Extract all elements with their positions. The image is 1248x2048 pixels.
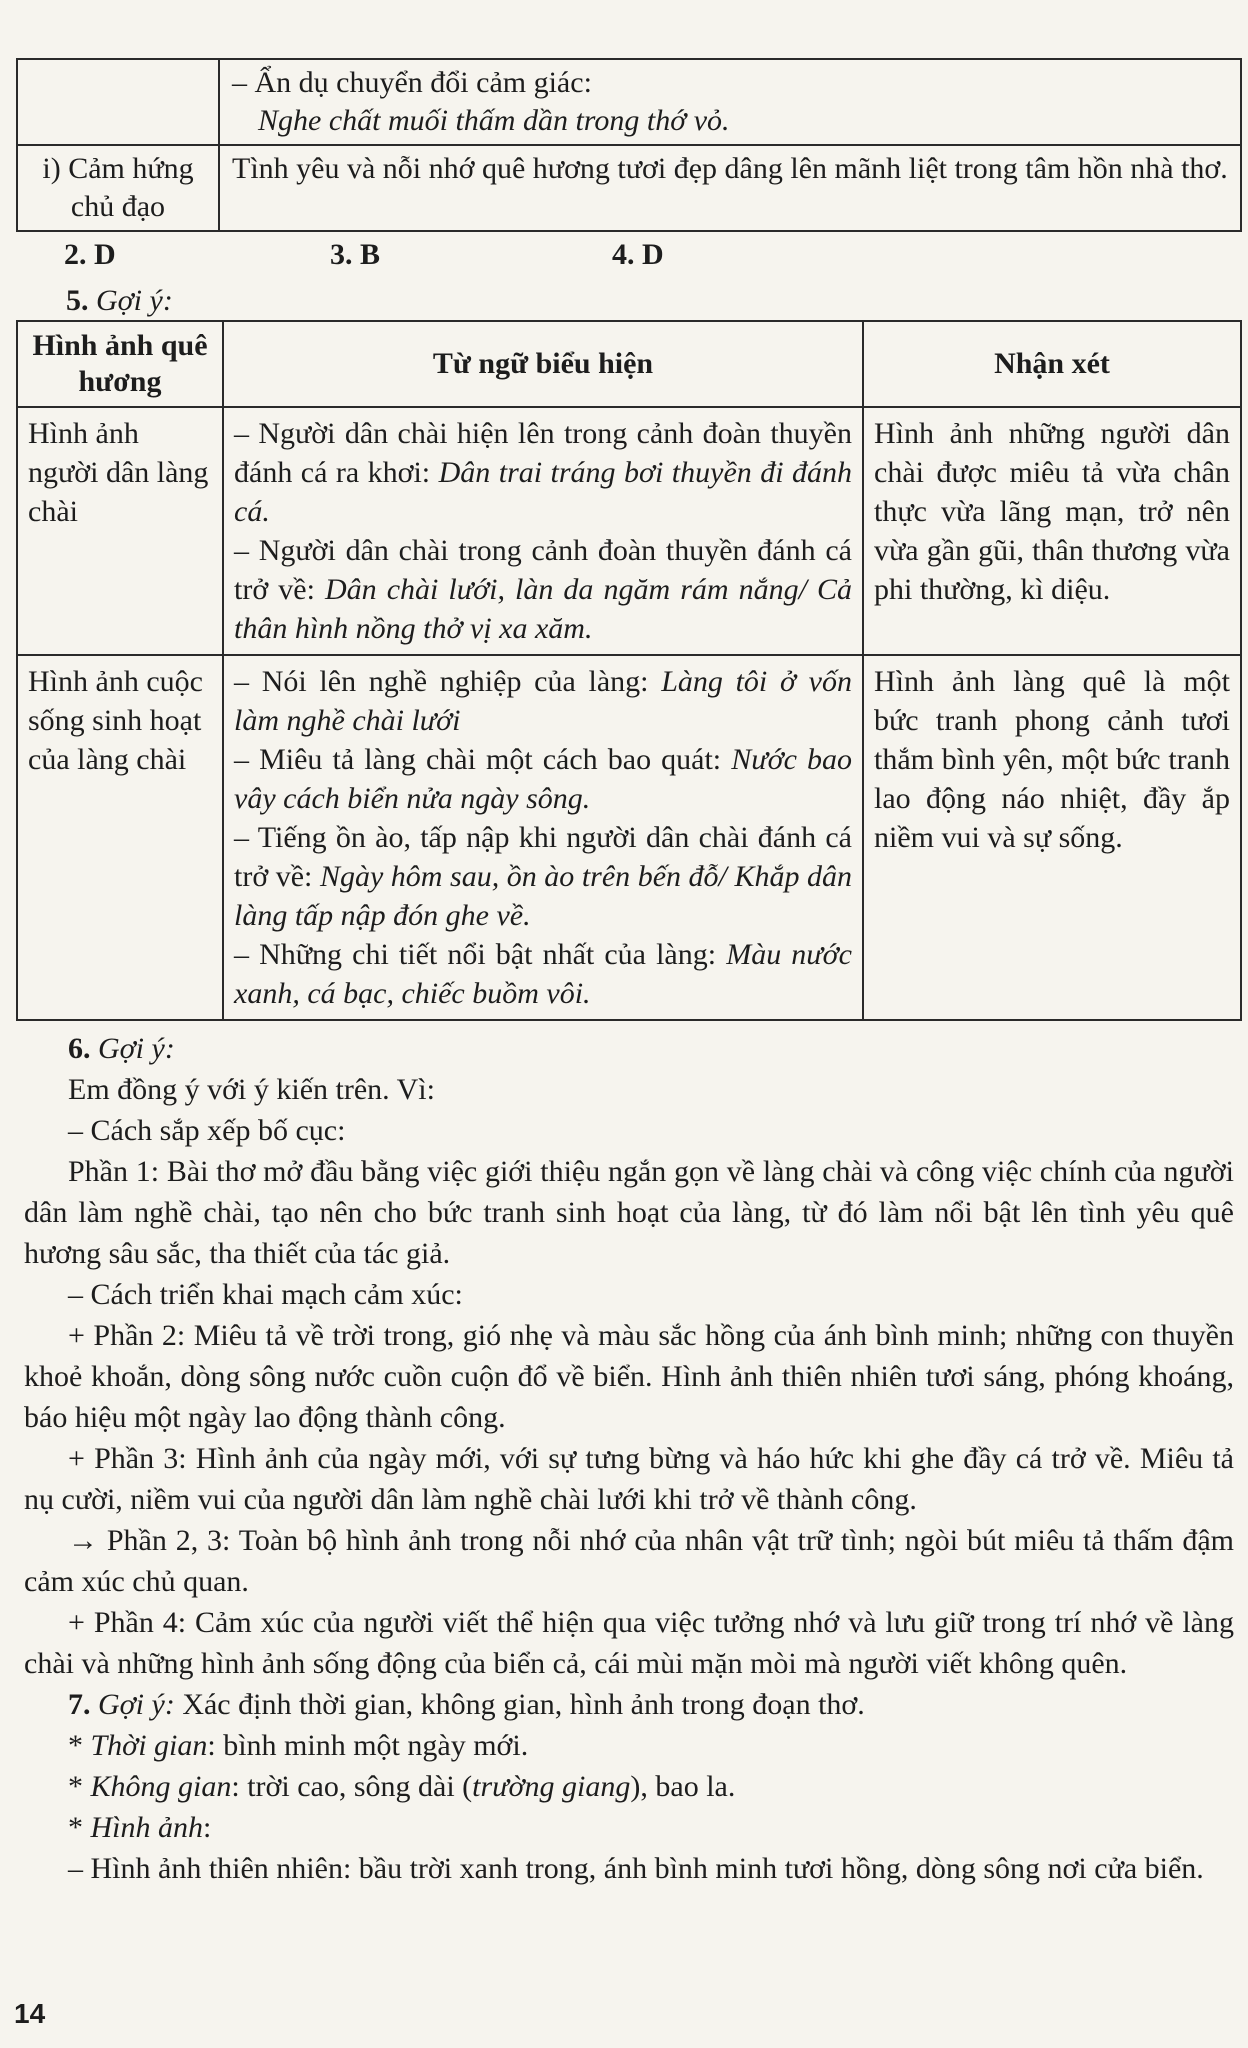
image-item: * Hình ảnh: — [68, 1811, 212, 1844]
table-cell-comment: Hình ảnh làng quê là một bức tranh phong cảnh tươi thắm bình yên, một bức tranh lao động náo nhiệt, đầy ắp niềm vui và sự sống. — [863, 655, 1241, 1020]
answer-item: 3. B — [330, 238, 381, 271]
list-item: – Người dân chài trong cảnh đoàn thuyền đánh cá trở về: Dân chài lưới, làn da ngăm rám nắng/ Cả thân hình nồng thở vị xa xăm. — [234, 534, 852, 645]
table-cell — [219, 59, 1241, 145]
column-header: Từ ngữ biểu hiện — [223, 321, 863, 407]
paragraph: Phần 1: Bài thơ mở đầu bằng việc giới thiệu ngắn gọn về làng chài và công việc chính của người dân làm nghề chài, tạo nên cho bức tranh sinh hoạt của làng, từ đó làm nổi bật lên tình yêu quê hương sâu sắc, tha thiết của tác giả. — [24, 1155, 1234, 1270]
table-row — [17, 145, 1241, 231]
question-5-heading: 5. Gợi ý: — [66, 284, 173, 317]
paragraph: → Phần 2, 3: Toàn bộ hình ảnh trong nỗi nhớ của nhân vật trữ tình; ngòi bút miêu tả thấm đậm cảm xúc chủ quan. — [24, 1524, 1234, 1598]
inspiration-text: Tình yêu và nỗi nhớ quê hương tươi đẹp dâng lên mãnh liệt trong tâm hồn nhà thơ. — [219, 145, 1241, 231]
question-6-heading: 6. Gợi ý: — [68, 1032, 175, 1065]
table-row — [17, 655, 1241, 1020]
paragraph: – Cách sắp xếp bố cục: — [68, 1114, 346, 1147]
paragraph: – Hình ảnh thiên nhiên: bầu trời xanh trong, ánh bình minh tươi hồng, dòng sông nơi cửa biển. — [68, 1852, 1204, 1885]
row-header: Hình ảnh cuộc sống sinh hoạt của làng chài — [17, 655, 223, 1020]
column-header: Nhận xét — [863, 321, 1241, 407]
table-cell-expressions — [223, 407, 863, 655]
answer-item: 2. D — [64, 238, 116, 271]
paragraph: + Phần 4: Cảm xúc của người viết thể hiện qua việc tưởng nhớ và lưu giữ trong trí nhớ về làng chài và những hình ảnh sống động của biển cả, cái mùi mặn mòi mà người viết không quên. — [24, 1606, 1234, 1680]
row-header-inspiration: i) Cảm hứng chủ đạo — [17, 145, 219, 231]
page-number: 14 — [14, 1998, 46, 2029]
criteria-table-continued — [16, 58, 1242, 232]
table-cell-comment: Hình ảnh những người dân chài được miêu tả vừa chân thực vừa lãng mạn, trở nên vừa gần gũi, thân thương vừa phi thường, kì diệu. — [863, 407, 1241, 655]
paragraph: Em đồng ý với ý kiến trên. Vì: — [68, 1073, 435, 1106]
metaphor-example: Nghe chất muối thấm dần trong thớ vỏ. — [258, 104, 730, 137]
homeland-image-table — [16, 320, 1242, 1021]
row-header: Hình ảnh người dân làng chài — [17, 407, 223, 655]
space-item: * Không gian: trời cao, sông dài (trường giang), bao la. — [68, 1770, 736, 1803]
column-header: Hình ảnh quê hương — [17, 321, 223, 407]
answer-item: 4. D — [612, 238, 664, 271]
paragraph: + Phần 3: Hình ảnh của ngày mới, với sự tưng bừng và háo hức khi ghe đầy cá trở về. Miêu tả nụ cười, niềm vui của người dân làm nghề chài lưới khi trở về thành công. — [24, 1442, 1234, 1516]
list-item: – Nói lên nghề nghiệp của làng: Làng tôi ở vốn làm nghề chài lưới — [234, 665, 852, 737]
list-item: – Người dân chài hiện lên trong cảnh đoàn thuyền đánh cá ra khơi: Dân trai tráng bơi thuyền đi đánh cá. — [234, 417, 852, 528]
table-row — [17, 407, 1241, 655]
table-cell-expressions — [223, 655, 863, 1020]
list-item: – Những chi tiết nổi bật nhất của làng: Màu nước xanh, cá bạc, chiếc buồm vôi. — [234, 938, 852, 1010]
paragraph: + Phần 2: Miêu tả về trời trong, gió nhẹ và màu sắc hồng của ánh bình minh; những con thuyền khoẻ khoắn, dòng sông nước cuồn cuộn đổ về biển. Hình ảnh thiên nhiên tươi sáng, phóng khoáng, báo hiệu một ngày lao động thành công. — [24, 1319, 1234, 1434]
answer-line — [0, 238, 1248, 278]
answer-body — [24, 1028, 1234, 1889]
paragraph: – Cách triển khai mạch cảm xúc: — [68, 1278, 463, 1311]
metaphor-label: – Ẩn dụ chuyển đổi cảm giác: — [232, 66, 592, 99]
question-7-heading: 7. Gợi ý: Xác định thời gian, không gian, hình ảnh trong đoạn thơ. — [68, 1688, 865, 1721]
list-item: – Miêu tả làng chài một cách bao quát: Nước bao vây cách biển nửa ngày sông. — [234, 743, 852, 815]
table-row — [17, 59, 1241, 145]
table-header-row — [17, 321, 1241, 407]
list-item: – Tiếng ồn ào, tấp nập khi người dân chài đánh cá trở về: Ngày hôm sau, ồn ào trên bến đỗ/ Khắp dân làng tấp nập đón ghe về. — [234, 821, 852, 932]
table-cell-empty — [17, 59, 219, 145]
time-item: * Thời gian: bình minh một ngày mới. — [68, 1729, 529, 1762]
